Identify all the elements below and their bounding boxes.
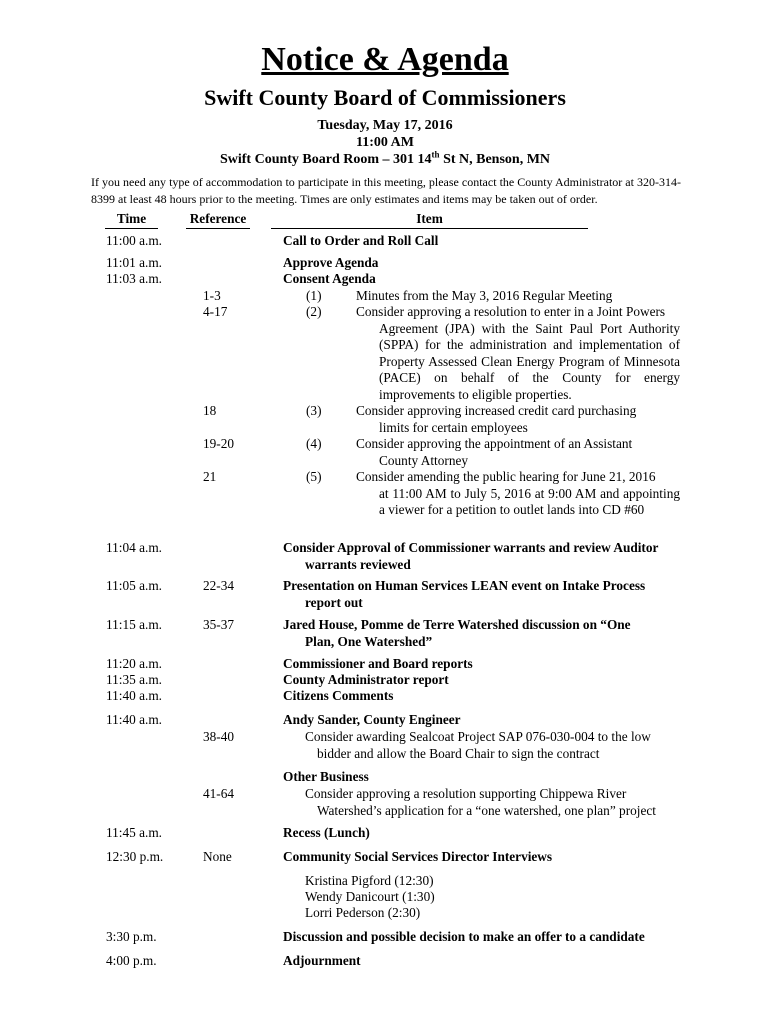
item-watershed-continuation: Plan, One Watershed” bbox=[305, 633, 433, 649]
consent-item-1 bbox=[356, 288, 680, 305]
item-county-engineer: Andy Sander, County Engineer bbox=[283, 712, 461, 727]
time-recess: 11:45 a.m. bbox=[106, 825, 163, 840]
consent-item-2-first-line: Consider approving a resolution to enter in a Joint Powers bbox=[356, 304, 666, 319]
item-director-interviews: Community Social Services Director Interviews bbox=[283, 849, 553, 864]
item-chippewa-first-line: Consider approving a resolution supporting Chippewa River bbox=[305, 786, 627, 801]
consent-item-2 bbox=[356, 304, 680, 403]
location-superscript: th bbox=[431, 149, 440, 160]
item-citizens-comments: Citizens Comments bbox=[283, 688, 394, 703]
location-text: Swift County Board Room – 301 14 bbox=[219, 152, 432, 167]
consent-item-3-first-line: Consider approving increased credit card purchasing bbox=[356, 403, 637, 418]
interviewee-2: Wendy Danicourt (1:30) bbox=[305, 889, 435, 904]
item-sealcoat-first-line: Consider awarding Sealcoat Project SAP 076-030-004 to the low bbox=[305, 729, 651, 744]
time-call-to-order: 11:00 a.m. bbox=[106, 233, 163, 248]
time-lean-presentation: 11:05 a.m. bbox=[106, 578, 163, 593]
column-header-time: Time bbox=[105, 210, 158, 229]
item-sealcoat-continuation: bidder and allow the Board Chair to sign the contract bbox=[317, 745, 600, 761]
time-board-reports: 11:20 a.m. bbox=[106, 656, 163, 671]
ref-sealcoat-project: 38-40 bbox=[203, 729, 235, 744]
item-board-reports: Commissioner and Board reports bbox=[283, 656, 473, 671]
time-administrator-report: 11:35 a.m. bbox=[106, 672, 163, 687]
consent-item-5-continuation: at 11:00 AM to July 5, 2016 at 9:00 AM and appointing a viewer for a petition to outlet lands into CD #60 bbox=[379, 485, 680, 517]
consent-number-2: (2) bbox=[306, 304, 322, 319]
consent-item-5 bbox=[356, 469, 680, 519]
item-adjournment: Adjournment bbox=[283, 953, 361, 968]
item-recess: Recess (Lunch) bbox=[283, 825, 370, 840]
item-lean-first-line: Presentation on Human Services LEAN event on Intake Process bbox=[283, 578, 646, 593]
item-watershed-discussion bbox=[283, 617, 680, 650]
interviewee-3: Lorri Pederson (2:30) bbox=[305, 905, 421, 920]
meeting-date: Tuesday, May 17, 2016 bbox=[317, 118, 453, 133]
column-header-item: Item bbox=[271, 210, 588, 229]
consent-ref-2: 4-17 bbox=[203, 304, 228, 319]
time-director-interviews: 12:30 p.m. bbox=[106, 849, 164, 864]
ref-chippewa-resolution: 41-64 bbox=[203, 786, 235, 801]
consent-number-1: (1) bbox=[306, 288, 322, 303]
item-warrants-continuation: warrants reviewed bbox=[305, 556, 411, 572]
time-adjournment: 4:00 p.m. bbox=[106, 953, 157, 968]
accommodation-notice: If you need any type of accommodation to participate in this meeting, please contact the County Administrator at 320-314-8399 at least 48 hours prior to the meeting. Times are only estimates and items may be taken out of order. bbox=[91, 175, 681, 206]
item-warrants-first-line: Consider Approval of Commissioner warrants and review Auditor bbox=[283, 540, 659, 555]
item-lean-continuation: report out bbox=[305, 594, 363, 610]
consent-ref-4: 19-20 bbox=[203, 436, 235, 451]
consent-item-1-text: Minutes from the May 3, 2016 Regular Meeting bbox=[356, 288, 613, 303]
ref-watershed-discussion: 35-37 bbox=[203, 617, 235, 632]
time-consent-agenda: 11:03 a.m. bbox=[106, 271, 163, 286]
time-warrants: 11:04 a.m. bbox=[106, 540, 163, 555]
item-chippewa-continuation: Watershed’s application for a “one watershed, one plan” project bbox=[317, 802, 656, 818]
item-watershed-first-line: Jared House, Pomme de Terre Watershed discussion on “One bbox=[283, 617, 631, 632]
item-other-business: Other Business bbox=[283, 769, 369, 784]
consent-item-5-first-line: Consider amending the public hearing for June 21, 2016 bbox=[356, 469, 656, 484]
item-warrants bbox=[283, 540, 680, 573]
consent-number-3: (3) bbox=[306, 403, 322, 418]
item-lean-presentation bbox=[283, 578, 680, 611]
consent-ref-3: 18 bbox=[203, 403, 217, 418]
consent-item-3 bbox=[356, 403, 680, 436]
meeting-time: 11:00 AM bbox=[356, 135, 414, 150]
consent-ref-1: 1-3 bbox=[203, 288, 221, 303]
item-call-to-order: Call to Order and Roll Call bbox=[283, 233, 439, 248]
item-consent-agenda: Consent Agenda bbox=[283, 271, 376, 286]
time-discussion: 3:30 p.m. bbox=[106, 929, 157, 944]
item-discussion: Discussion and possible decision to make an offer to a candidate bbox=[283, 929, 645, 944]
consent-number-4: (4) bbox=[306, 436, 322, 451]
consent-item-4-continuation: County Attorney bbox=[379, 452, 469, 468]
time-watershed-discussion: 11:15 a.m. bbox=[106, 617, 163, 632]
item-approve-agenda: Approve Agenda bbox=[283, 255, 379, 270]
item-administrator-report: County Administrator report bbox=[283, 672, 449, 687]
consent-item-4-first-line: Consider approving the appointment of an Assistant bbox=[356, 436, 633, 451]
interviewee-1: Kristina Pigford (12:30) bbox=[305, 873, 434, 888]
document-subtitle: Swift County Board of Commissioners bbox=[204, 85, 566, 110]
consent-item-4 bbox=[356, 436, 680, 469]
document-title: Notice & Agenda bbox=[261, 41, 509, 78]
time-citizens-comments: 11:40 a.m. bbox=[106, 688, 163, 703]
consent-item-3-continuation: limits for certain employees bbox=[379, 419, 528, 435]
time-approve-agenda: 11:01 a.m. bbox=[106, 255, 163, 270]
ref-director-interviews: None bbox=[203, 849, 232, 864]
time-county-engineer: 11:40 a.m. bbox=[106, 712, 163, 727]
consent-item-2-continuation: Agreement (JPA) with the Saint Paul Port Authority (SPPA) for the administration and implementation of Property Assessed Clean Energy Program of Minnesota (PACE) on behalf of the County for energy improvements to eligible properties. bbox=[379, 320, 680, 402]
column-header-reference: Reference bbox=[186, 210, 250, 229]
consent-ref-5: 21 bbox=[203, 469, 217, 484]
consent-number-5: (5) bbox=[306, 469, 322, 484]
location-text-end: St N, Benson, MN bbox=[439, 152, 551, 167]
item-chippewa-resolution bbox=[305, 786, 680, 819]
ref-lean-presentation: 22-34 bbox=[203, 578, 235, 593]
item-sealcoat-project bbox=[305, 729, 680, 762]
meeting-location bbox=[0, 151, 770, 169]
